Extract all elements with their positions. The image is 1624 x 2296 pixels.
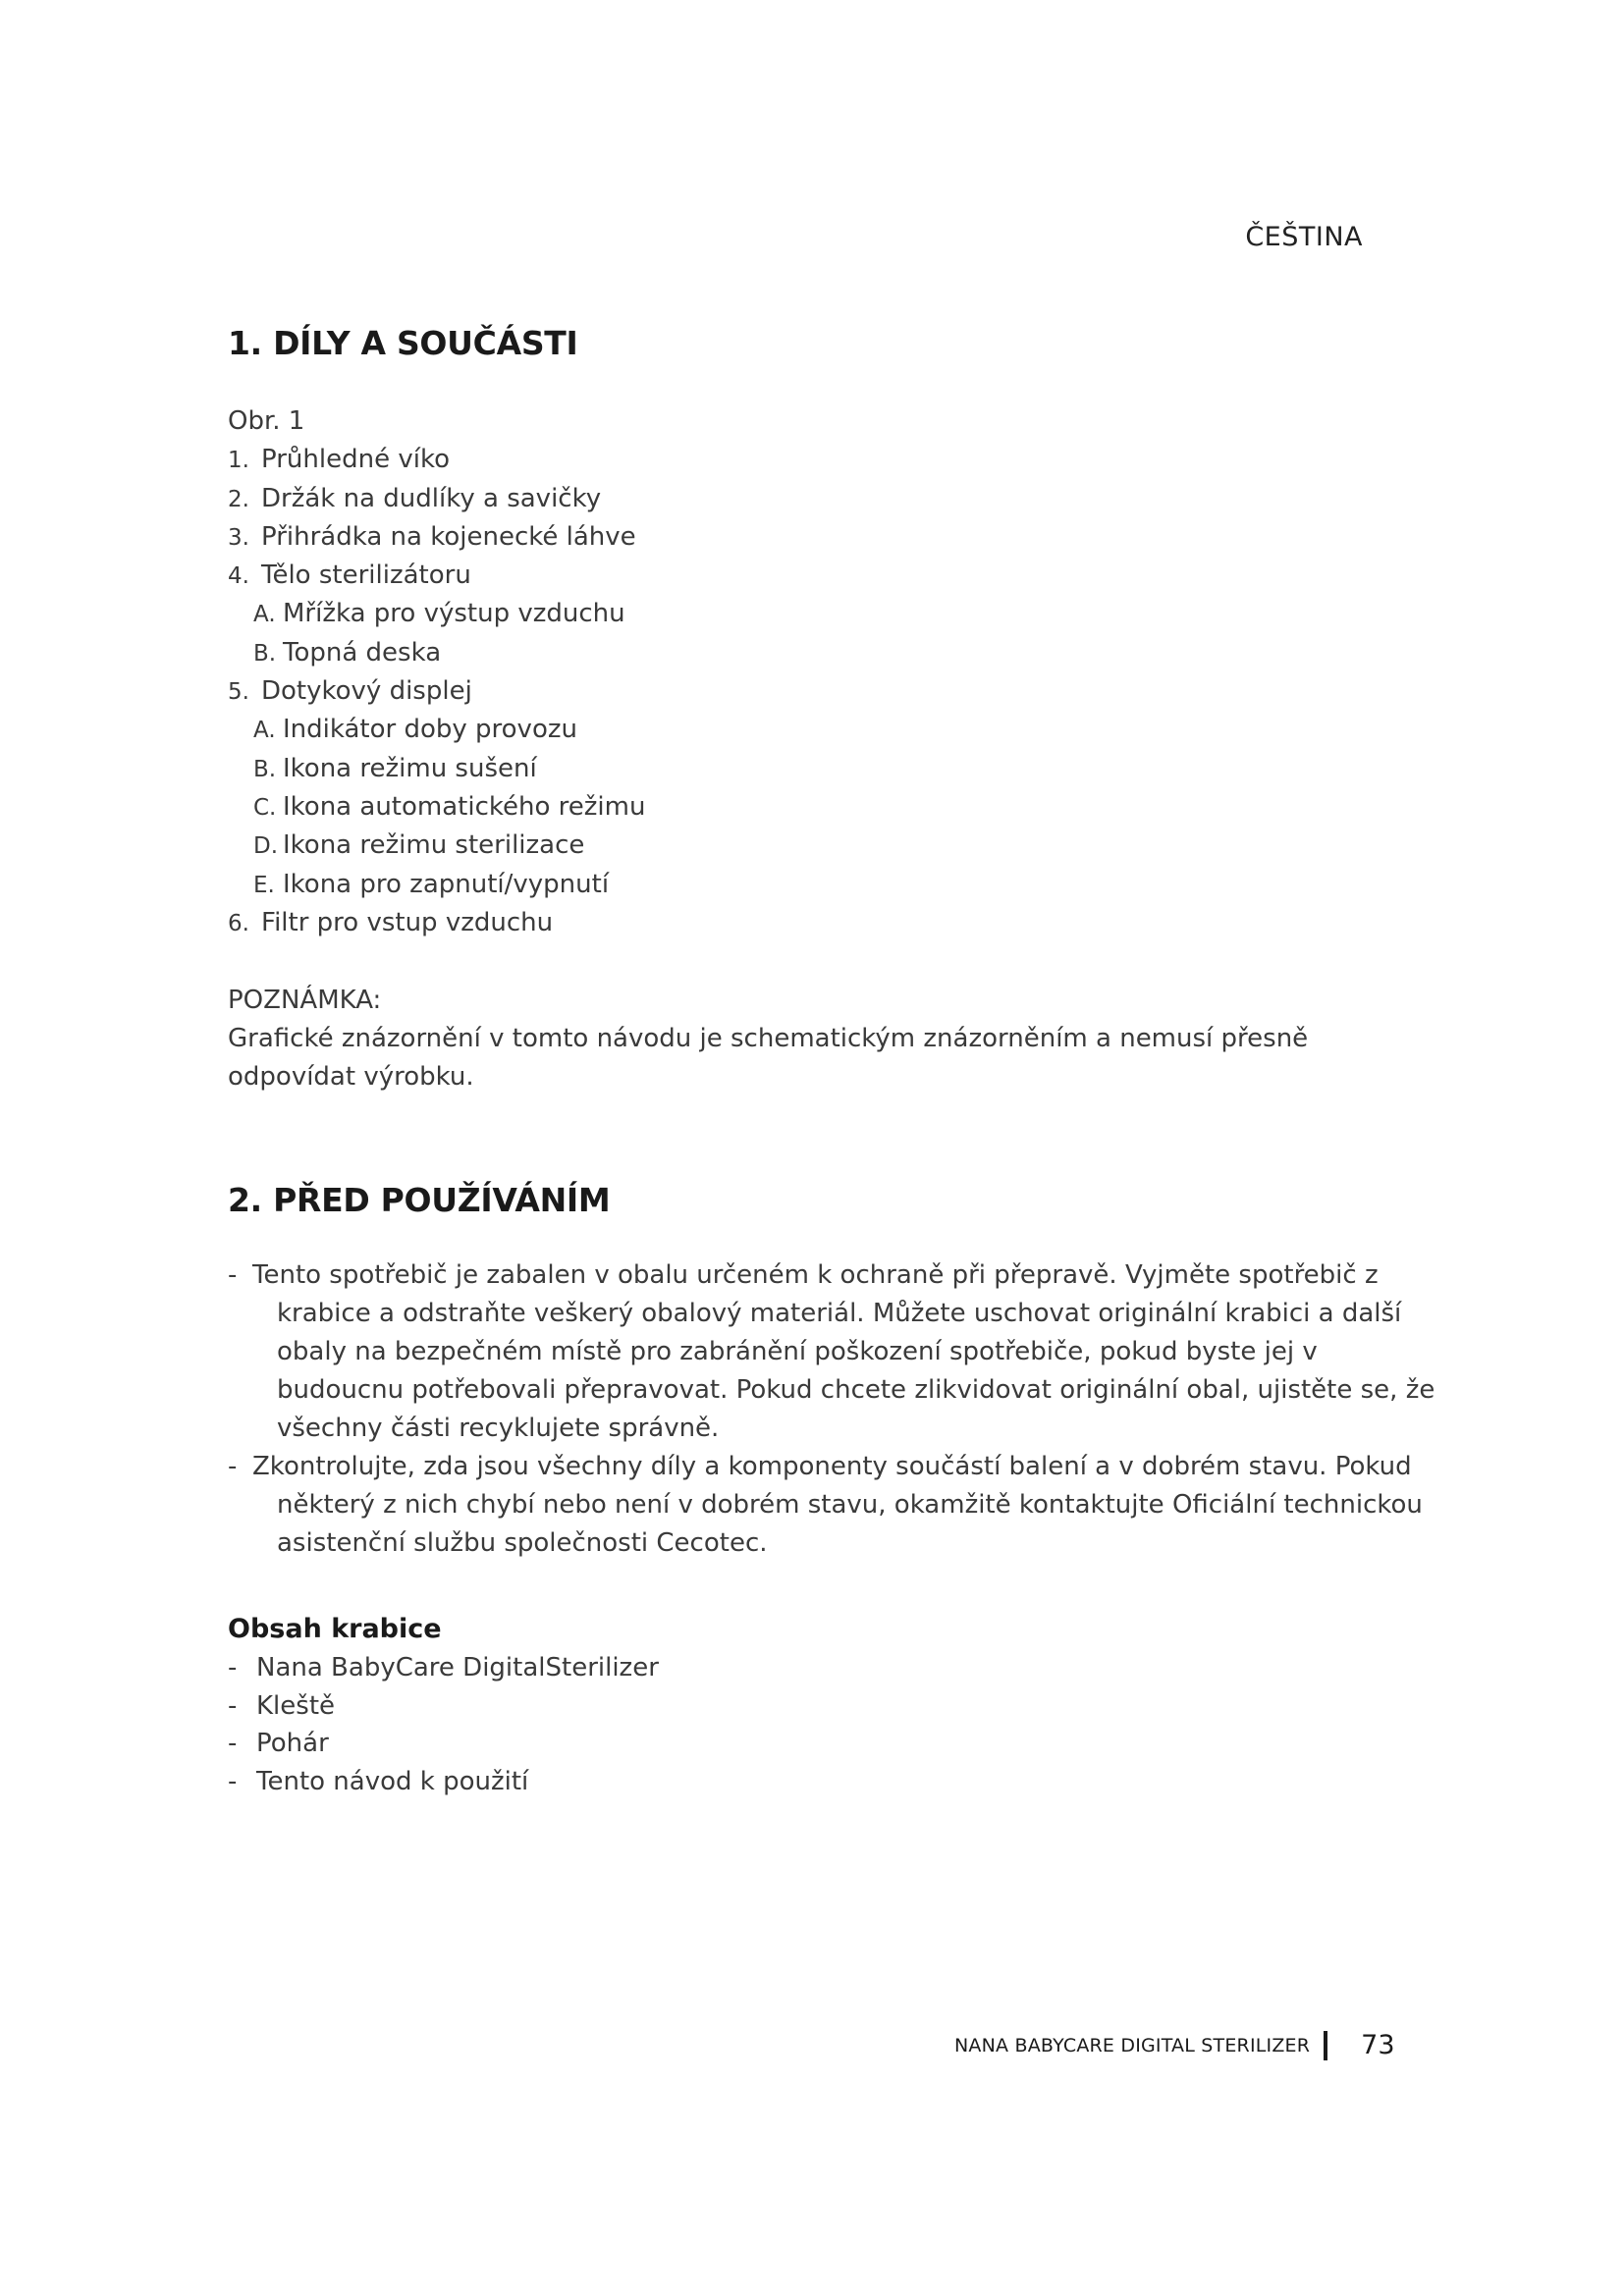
box-item-label: Pohár [256,1729,329,1758]
dash-icon: - [228,1260,238,1290]
note-title: POZNÁMKA: [228,986,382,1015]
parts-subitem [228,750,645,788]
parts-item-number: A. [253,602,276,628]
box-item [228,1649,1308,1687]
parts-item [228,904,645,942]
box-contents-title: Obsah krabice [228,1614,442,1644]
parts-item-label: Průhledné víko [261,445,450,475]
language-label: ČEŠTINA [1245,222,1363,252]
parts-item-label: Přihrádka na kojenecké láhve [261,521,636,552]
parts-item [228,441,645,479]
parts-item-label: Indikátor doby provozu [283,715,577,745]
parts-subitem [228,788,645,827]
box-item [228,1763,1308,1801]
parts-item-number: 3. [228,524,249,551]
box-contents [228,1610,1308,1800]
parts-item-number: B. [253,756,277,782]
parts-item-number: A. [253,718,276,744]
parts-item-label: Filtr pro vstup vzduchu [261,907,554,937]
footer-product-name: NANA BABYCARE DIGITAL STERILIZER [954,2034,1311,2056]
parts-subitem [228,595,645,633]
dash-icon: - [228,1690,238,1721]
dash-icon: - [228,1729,238,1758]
parts-item-number: 4. [228,563,249,590]
parts-item-number: 1. [228,448,249,474]
box-item [228,1687,1308,1726]
dash-icon: - [228,1653,238,1682]
instruction-item [228,1256,1435,1448]
parts-item-label: Držák na dudlíky a savičky [261,483,602,513]
instruction-item [228,1448,1435,1563]
dash-icon: - [228,1452,238,1481]
dash-icon: - [228,1766,238,1796]
box-item-label: Nana BabyCare DigitalSterilizer [256,1653,659,1682]
box-item [228,1725,1308,1763]
parts-item-number: 2. [228,486,249,512]
parts-item-label: Ikona automatického režimu [283,791,646,822]
parts-item-label: Dotykový displej [261,676,472,707]
parts-item-number: D. [253,833,279,860]
parts-item-number: B. [253,640,277,667]
parts-item-number: C. [253,794,277,821]
instruction-text: Tento spotřebič je zabalen v obalu určeném k ochraně při přepravě. Vyjměte spotřebič z krabice a odstraňte veškerý obalový materiál. Můžete uschovat originální krabici a další obaly na bezpečném místě pro zabránění poškození spotřebiče, pokud byste jej v budoucnu potřebovali přepravovat. Pokud chcete zlikvidovat originální obal, ujistěte se, že všechny části recyklujete správně. [252,1260,1435,1443]
instructions-list [228,1256,1435,1563]
parts-item [228,518,645,557]
parts-subitem [228,827,645,865]
parts-item [228,672,645,711]
section-1-title: 1. DÍLY A SOUČÁSTI [228,324,578,362]
parts-subitem [228,711,645,749]
parts-item-number: 5. [228,679,249,706]
parts-item-label: Ikona pro zapnutí/vypnutí [283,869,610,899]
parts-subitem [228,634,645,672]
parts-item-label: Tělo sterilizátoru [261,561,471,591]
footer-divider [1324,2031,1327,2060]
parts-item [228,557,645,595]
parts-item-number: E. [253,872,275,898]
parts-subitem [228,866,645,904]
figure-label: Obr. 1 [228,406,305,436]
parts-item-label: Topná deska [283,637,442,667]
parts-item [228,480,645,518]
note-block [228,982,1435,1096]
parts-item-label: Mřížka pro výstup vzduchu [283,599,625,629]
box-item-label: Kleště [256,1690,336,1721]
section-2-title: 2. PŘED POUŽÍVÁNÍM [228,1181,611,1219]
page-number: 73 [1361,2030,1395,2060]
note-text: Grafické znázornění v tomto návodu je schematickým znázorněním a nemusí přesně odpovídat výrobku. [228,1024,1309,1092]
parts-list [228,402,645,942]
parts-item-number: 6. [228,910,249,936]
parts-item-label: Ikona režimu sušení [283,753,537,783]
page-footer [954,2030,1395,2060]
instruction-text: Zkontrolujte, zda jsou všechny díly a komponenty součástí balení a v dobrém stavu. Pokud některý z nich chybí nebo není v dobrém stavu, okamžitě kontaktujte Oficiální technickou asistenční službu společnosti Cecotec. [252,1452,1423,1558]
box-item-label: Tento návod k použití [256,1766,529,1796]
parts-item-label: Ikona režimu sterilizace [283,830,585,861]
